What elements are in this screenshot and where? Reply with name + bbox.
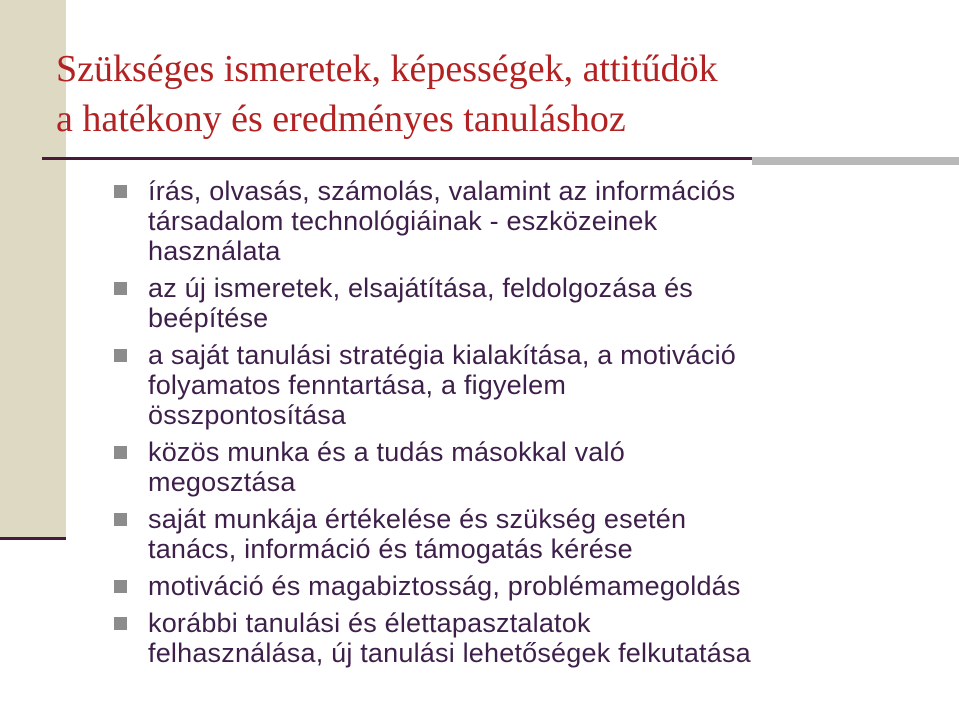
bullet-text-line: korábbi tanulási és élettapasztalatok bbox=[148, 608, 591, 638]
title-underline bbox=[42, 157, 752, 160]
bullet-item bbox=[110, 504, 950, 564]
square-bullet-icon bbox=[114, 617, 127, 630]
side-band-rule bbox=[0, 537, 66, 540]
bullet-item bbox=[110, 340, 950, 430]
square-bullet-icon bbox=[114, 282, 127, 295]
square-bullet-icon bbox=[114, 349, 127, 362]
square-bullet-icon bbox=[114, 580, 127, 593]
slide-title-line-2: a hatékony és eredményes tanuláshoz bbox=[56, 98, 626, 140]
bullet-item bbox=[110, 176, 950, 266]
bullet-item bbox=[110, 571, 950, 601]
bullet-item bbox=[110, 437, 950, 497]
bullet-text-line: társadalom technológiáinak - eszközeinek bbox=[148, 206, 658, 236]
bullet-text-line: használata bbox=[148, 236, 281, 266]
bullet-text-line: összpontosítása bbox=[148, 400, 347, 430]
bullet-text-line: saját munkája értékelése és szükség esetén bbox=[148, 504, 687, 534]
slide-title-line-1: Szükséges ismeretek, képességek, attitűdök bbox=[56, 48, 718, 90]
square-bullet-icon bbox=[114, 446, 127, 459]
square-bullet-icon bbox=[114, 185, 127, 198]
title-underline-accent bbox=[752, 157, 959, 165]
bullet-text-line: tanács, információ és támogatás kérése bbox=[148, 534, 633, 564]
bullet-text-line: felhasználása, új tanulási lehetőségek felkutatása bbox=[148, 638, 751, 668]
square-bullet-icon bbox=[114, 513, 127, 526]
bullet-item bbox=[110, 608, 950, 668]
bullet-item bbox=[110, 273, 950, 333]
bullet-text-line: a saját tanulási stratégia kialakítása, a motiváció bbox=[148, 340, 736, 370]
bullet-text-line: motiváció és magabiztosság, problémamegoldás bbox=[148, 571, 741, 601]
bullet-text-line: az új ismeretek, elsajátítása, feldolgozása és bbox=[148, 273, 693, 303]
bullet-text-line: közös munka és a tudás másokkal való bbox=[148, 437, 625, 467]
bullet-list bbox=[110, 176, 950, 675]
bullet-text-line: folyamatos fenntartása, a figyelem bbox=[148, 370, 567, 400]
bullet-text-line: írás, olvasás, számolás, valamint az információs bbox=[148, 176, 736, 206]
bullet-text-line: beépítése bbox=[148, 303, 269, 333]
slide-title bbox=[56, 44, 946, 144]
bullet-text-line: megosztása bbox=[148, 467, 296, 497]
